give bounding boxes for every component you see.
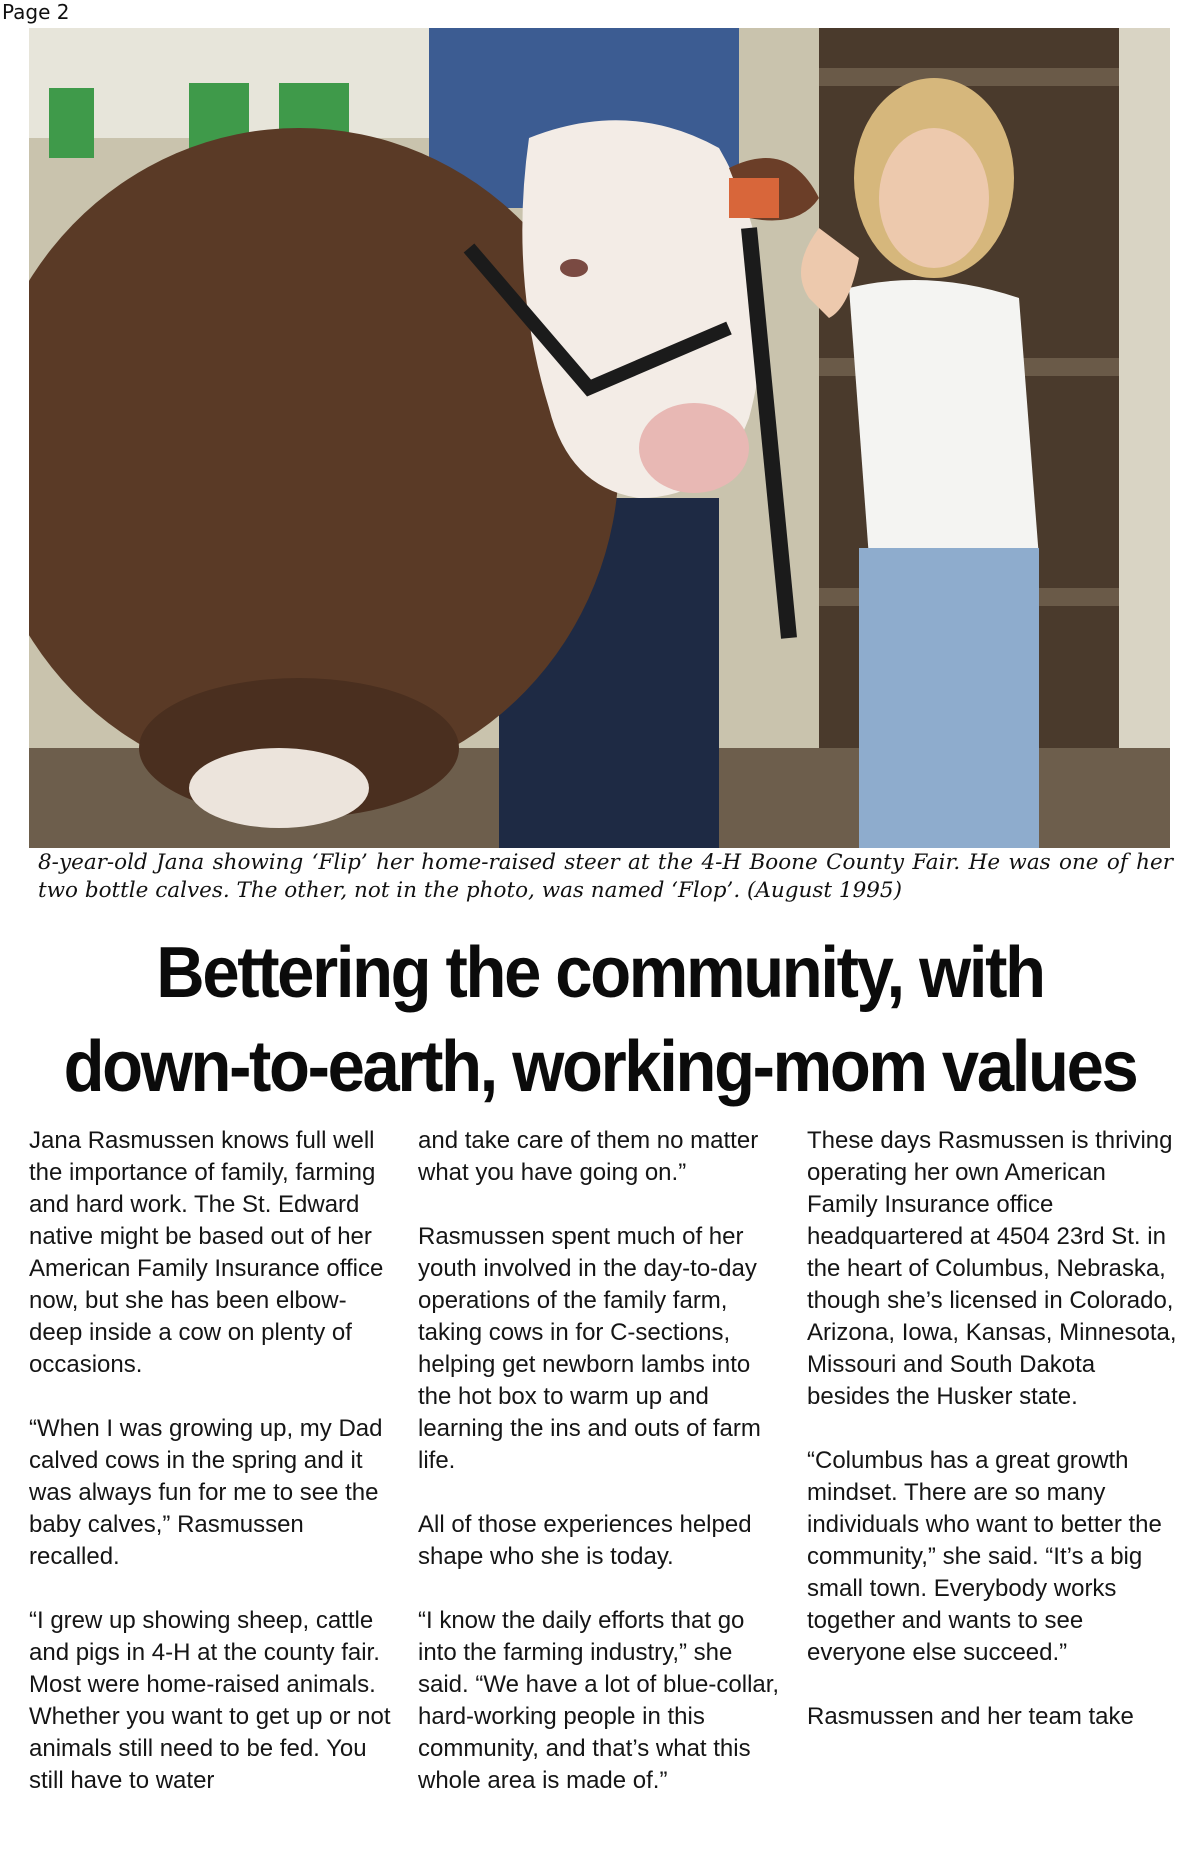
- photo-illustration: [29, 28, 1170, 848]
- photo-wall-right: [1119, 28, 1170, 848]
- paragraph: “Columbus has a great growth mindset. There are so many individuals who want to better the community,” she said. “It’s a big small town. Everybody works together and wants to see everyone else succeed.”: [807, 1447, 1162, 1666]
- photo-steer-nose: [639, 403, 749, 493]
- paragraph: and take care of them no matter what you have going on.”: [418, 1127, 759, 1186]
- photo-steer-white-patch: [189, 748, 369, 828]
- photo-ear-tag: [729, 178, 779, 218]
- photo-fence-rail-1: [819, 68, 1170, 86]
- photo-girl-jeans: [859, 548, 1039, 848]
- article-column-2: [418, 1125, 788, 1829]
- photo-steer-eye: [560, 259, 588, 277]
- article-column-1: [29, 1125, 399, 1829]
- paragraph: Rasmussen and her team take: [807, 1703, 1134, 1730]
- paragraph: “I know the daily efforts that go into the farming industry,” she said. “We have a lot of blue-collar, hard-working people in this community, and that’s what this whole area is made of.”: [418, 1607, 780, 1794]
- page-number-label: Page 2: [2, 0, 70, 24]
- paragraph: “When I was growing up, my Dad calved cows in the spring and it was always fun for me to see the baby calves,” Rasmussen recalled.: [29, 1415, 383, 1570]
- headline-line-2: down-to-earth, working-mom values: [63, 1027, 1137, 1107]
- article-column-3: [807, 1125, 1177, 1765]
- paragraph: “I grew up showing sheep, cattle and pigs in 4-H at the county fair. Most were home-raised animals. Whether you want to get up or not animals still need to be fed. You still have to water: [29, 1607, 391, 1794]
- paragraph: All of those experiences helped shape who she is today.: [418, 1511, 752, 1570]
- photo-girl-face: [879, 128, 989, 268]
- headline-line-1: Bettering the community, with: [156, 933, 1044, 1013]
- photo-banner-green-1: [49, 88, 94, 158]
- photo-girl-shirt: [849, 280, 1039, 558]
- photo-caption: 8-year-old Jana showing ‘Flip’ her home-raised steer at the 4-H Boone County Fair. He was one of her two bottle calves. The other, not in the photo, was named ‘Flop’. (August 1995): [38, 850, 1173, 903]
- article-headline: [42, 926, 1158, 1114]
- paragraph: Jana Rasmussen knows full well the importance of family, farming and hard work. The St. Edward native might be based out of her American Family Insurance office now, but she has been elbow-deep inside a cow on plenty of occasions.: [29, 1127, 384, 1378]
- feature-photo: [29, 28, 1170, 848]
- paragraph: These days Rasmussen is thriving operating her own American Family Insurance office headquartered at 4504 23rd St. in the heart of Columbus, Nebraska, though she’s licensed in Colorado, Arizona, Iowa, Kansas, Minnesota, Missouri and South Dakota besides the Husker state.: [807, 1127, 1177, 1410]
- paragraph: Rasmussen spent much of her youth involved in the day-to-day operations of the family farm, taking cows in for C-sections, helping get newborn lambs into the hot box to warm up and learning the ins and outs of farm life.: [418, 1223, 761, 1474]
